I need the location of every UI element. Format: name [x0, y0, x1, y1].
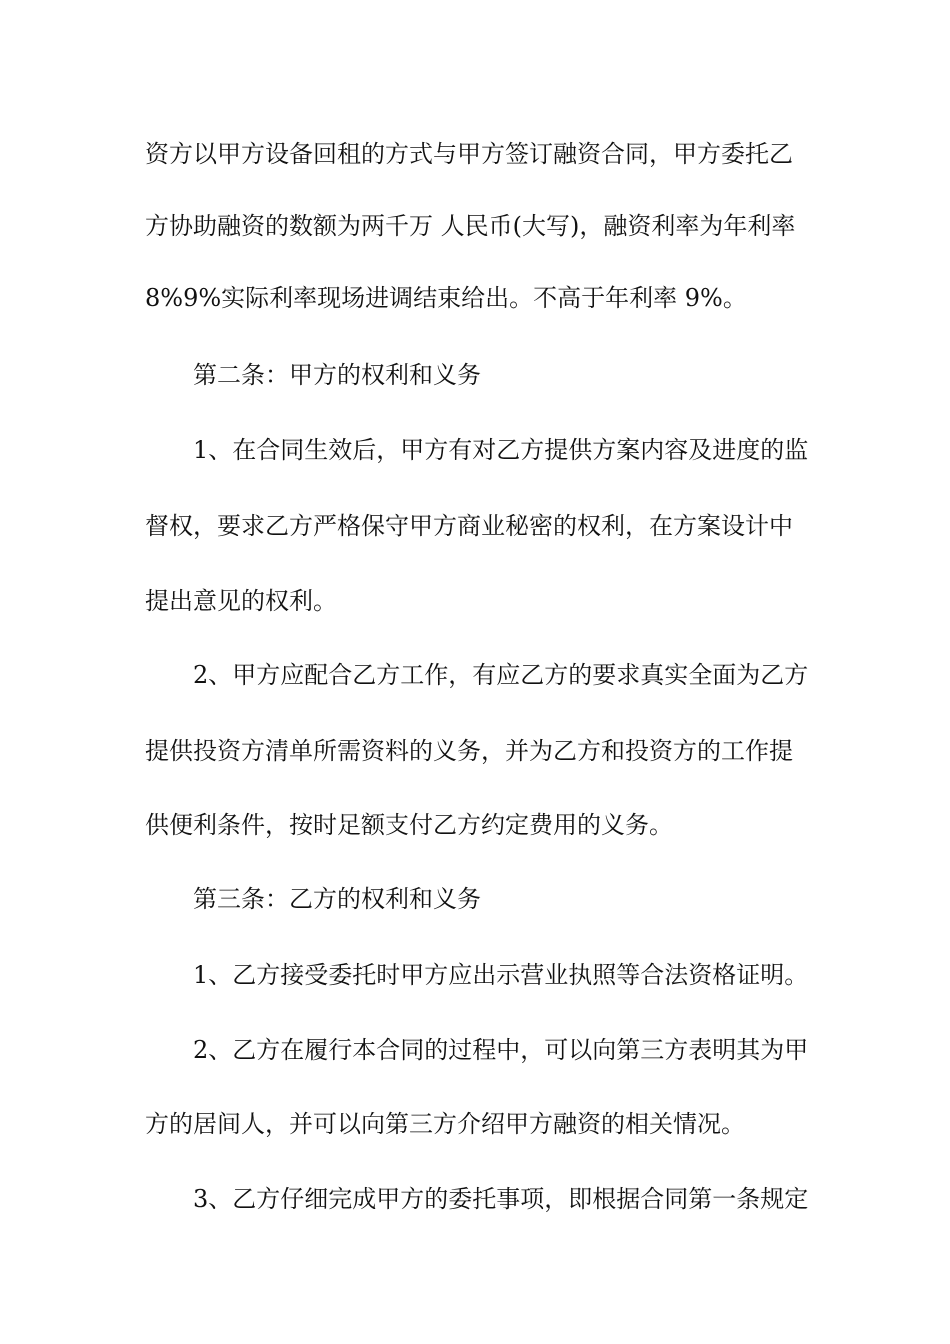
- text-line: 方协助融资的数额为两千万 人民币(大写)，融资利率为年利率: [145, 212, 796, 240]
- text-line: 8%9%实际利率现场进调结束给出。不高于年利率 9%。: [145, 284, 747, 312]
- text-line: 2、乙方在履行本合同的过程中，可以向第三方表明其为甲: [193, 1036, 809, 1064]
- section-heading: 第二条：甲方的权利和义务: [193, 361, 481, 389]
- text-line: 3、乙方仔细完成甲方的委托事项，即根据合同第一条规定: [193, 1185, 809, 1213]
- text-line: 督权，要求乙方严格保守甲方商业秘密的权利，在方案设计中: [145, 512, 793, 540]
- text-line: 1、乙方接受委托时甲方应出示营业执照等合法资格证明。: [193, 961, 809, 989]
- text-line: 方的居间人，并可以向第三方介绍甲方融资的相关情况。: [145, 1110, 745, 1138]
- text-line: 资方以甲方设备回租的方式与甲方签订融资合同，甲方委托乙: [145, 140, 793, 168]
- text-line: 提供投资方清单所需资料的义务，并为乙方和投资方的工作提: [145, 737, 793, 765]
- section-heading: 第三条：乙方的权利和义务: [193, 885, 481, 913]
- text-line: 供便利条件，按时足额支付乙方约定费用的义务。: [145, 811, 673, 839]
- text-line: 2、甲方应配合乙方工作，有应乙方的要求真实全面为乙方: [193, 661, 809, 689]
- text-line: 1、在合同生效后，甲方有对乙方提供方案内容及进度的监: [193, 436, 809, 464]
- text-line: 提出意见的权利。: [145, 587, 337, 615]
